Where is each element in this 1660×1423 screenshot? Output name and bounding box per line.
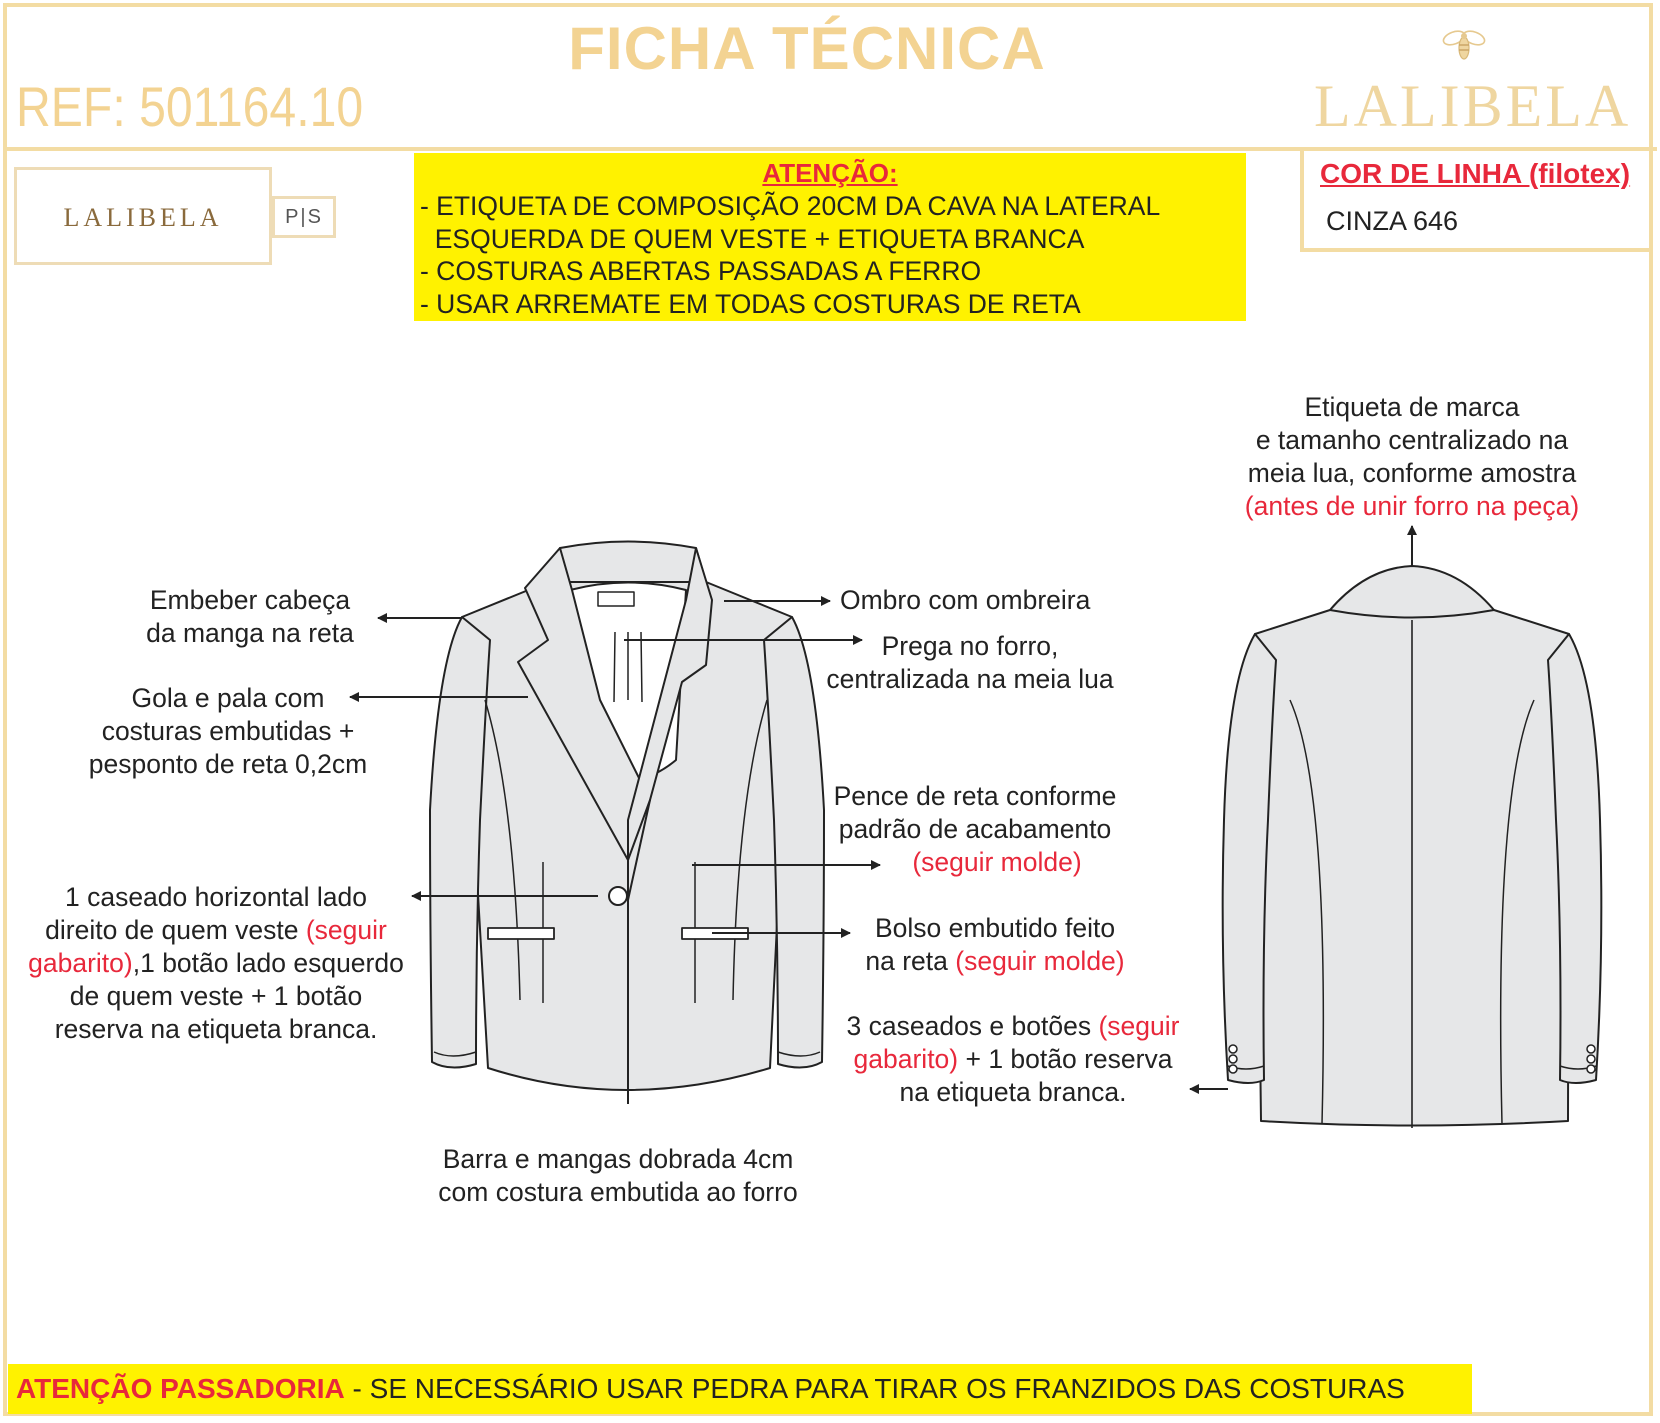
footer-label: ATENÇÃO PASSADORIA (16, 1373, 345, 1404)
note-sleeve-head: Embeber cabeça da manga na reta (146, 585, 354, 648)
note-shoulder: Ombro com ombreira (840, 585, 1091, 615)
note-brand-label: Etiqueta de marca e tamanho centralizado na meia lua, conforme amostra (antes de unir forro na peça) (1244, 392, 1580, 521)
thread-color-value: CINZA 646 (1326, 206, 1459, 236)
button-icon (609, 887, 627, 905)
note-dart: Pence de reta conforme padrão de acabamento (seguir molde) (833, 781, 1117, 877)
page-title: FICHA TÉCNICA (568, 15, 1046, 82)
reference-code: REF: 501164.10 (16, 75, 364, 138)
brand-name: LALIBELA (1314, 73, 1632, 139)
note-buttonhole: 1 caseado horizontal lado direito de quem veste (seguir gabarito),1 botão lado esquerdo de quem veste + 1 botão reserva na etiqueta branca. (28, 882, 404, 1044)
cuff-buttons-right (1587, 1045, 1595, 1073)
footer-text: - SE NECESSÁRIO USAR PEDRA PARA TIRAR OS FRANZIDOS DAS COSTURAS (344, 1373, 1405, 1404)
attention-line: ESQUERDA DE QUEM VESTE + ETIQUETA BRANCA (420, 223, 1085, 254)
back-blazer-drawing (1223, 566, 1602, 1128)
footer-warning (8, 1364, 1472, 1414)
attention-line: - ETIQUETA DE COMPOSIÇÃO 20CM DA CAVA NA LATERAL (420, 191, 1161, 221)
note-lining-pleat: Prega no forro, centralizada na meia lua (826, 631, 1114, 694)
note-hem: Barra e mangas dobrada 4cm com costura embutida ao forro (438, 1144, 798, 1207)
cuff-buttons-left (1229, 1045, 1237, 1073)
note-collar: Gola e pala com costuras embutidas + pesponto de reta 0,2cm (88, 683, 368, 779)
label-brand-text: LALIBELA (63, 203, 223, 232)
note-cuff-buttons: 3 caseados e botões (seguir gabarito) + 1 botão reserva na etiqueta branca. (846, 1011, 1180, 1107)
attention-line: - USAR ARREMATE EM TODAS COSTURAS DE RETA (420, 288, 1081, 319)
front-blazer-drawing (430, 542, 824, 1105)
attention-line: - COSTURAS ABERTAS PASSADAS A FERRO (420, 256, 982, 286)
size-tag: P|S (272, 196, 336, 238)
attention-title: ATENÇÃO: (762, 158, 898, 188)
thread-color-title: COR DE LINHA (filotex) (1320, 158, 1631, 189)
note-pocket: Bolso embutido feito na reta (seguir molde) (865, 913, 1125, 976)
